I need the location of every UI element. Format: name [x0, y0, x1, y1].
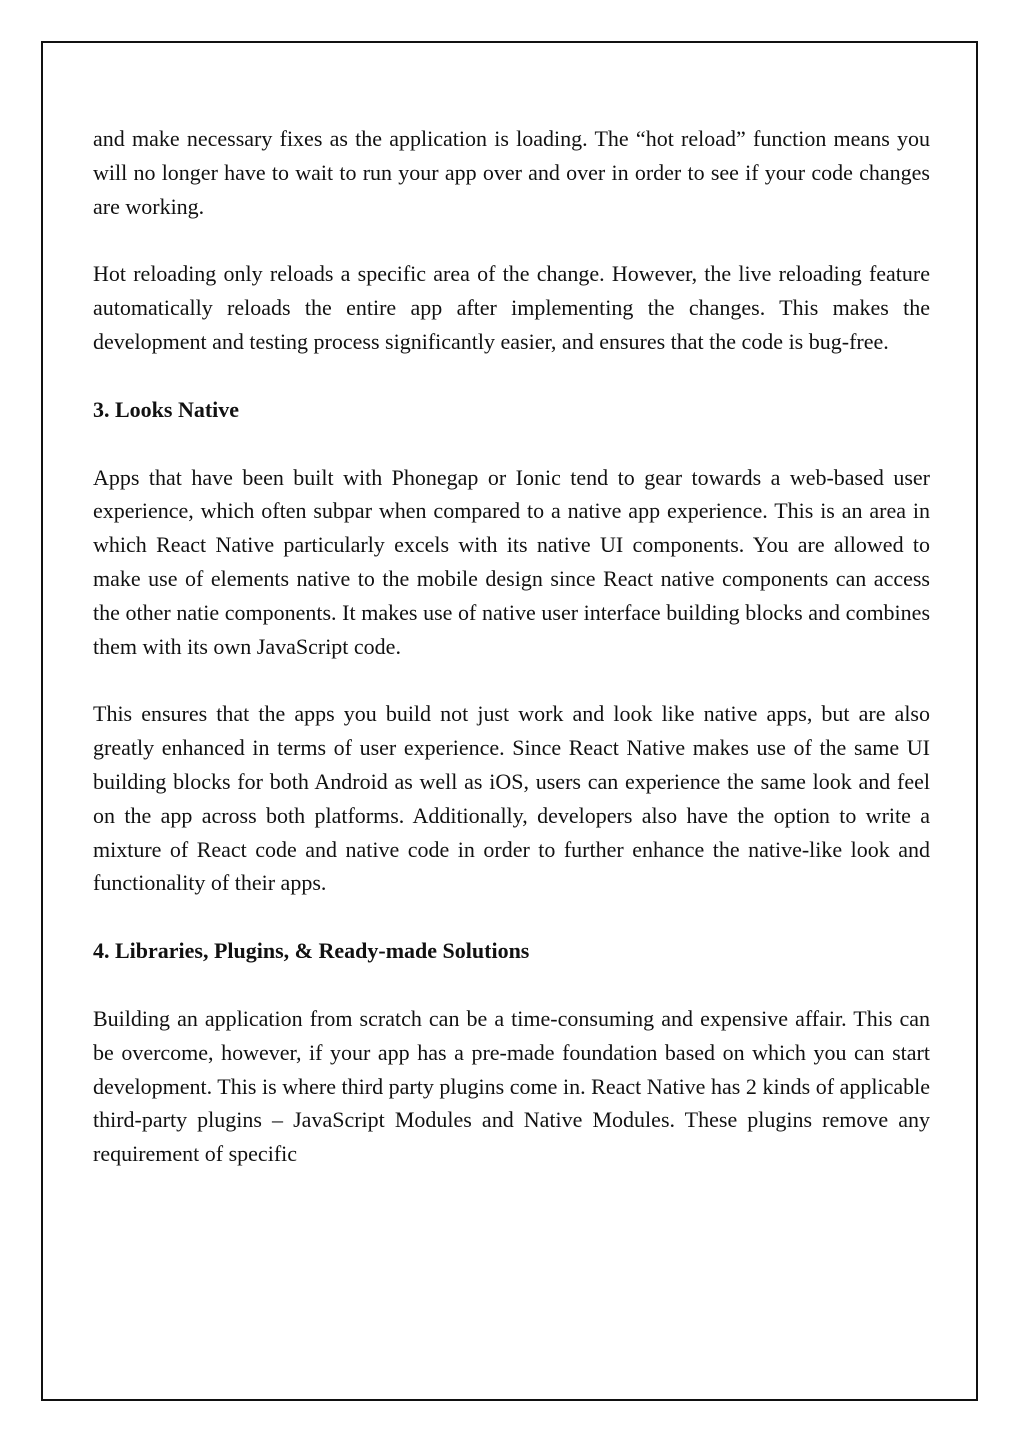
paragraph-third-party-plugins: Building an application from scratch can be a time-consuming and expensive affair. This can be overcome, however, if your app has a pre-made foundation based on which you can start development. This is where third party plugins come in. React Native has 2 kinds of applicable third-party plugins – JavaScript Modules and Native Modules. These plugins remove any requirement of specific	[93, 1005, 930, 1167]
paragraph-hot-vs-live-reloading: Hot reloading only reloads a specific area of the change. However, the live reloading feature automatically reloads the entire app after implementing the changes. This makes the development and testing process significantly easier, and ensures that the code is bug-free.	[93, 261, 930, 354]
paragraph-native-experience: This ensures that the apps you build not just work and look like native apps, but are also greatly enhanced in terms of user experience. Since React Native makes use of the same UI building blocks for both Android as well as iOS, users can experience the same look and feel on the app across both platforms. Additionally, developers also have the option to write a mixture of React code and native code in order to further enhance the native-like look and functionality of their apps.	[93, 701, 930, 896]
heading-libraries-plugins: 4. Libraries, Plugins, & Ready-made Solutions	[93, 938, 530, 964]
document-body	[93, 122, 930, 1171]
heading-looks-native: 3. Looks Native	[93, 396, 240, 422]
paragraph-hot-reload-intro: and make necessary fixes as the application is loading. The “hot reload” function means you will no longer have to wait to run your app over and over in order to see if your code changes are working.	[93, 126, 930, 219]
paragraph-native-ui-components: Apps that have been built with Phonegap or Ionic tend to gear towards a web-based user experience, which often subpar when compared to a native app experience. This is an area in which React Native particularly excels with its native UI components. You are allowed to make use of elements native to the mobile design since React native components can access the other natie components. It makes use of native user interface building blocks and combines them with its own JavaScript code.	[93, 464, 930, 659]
